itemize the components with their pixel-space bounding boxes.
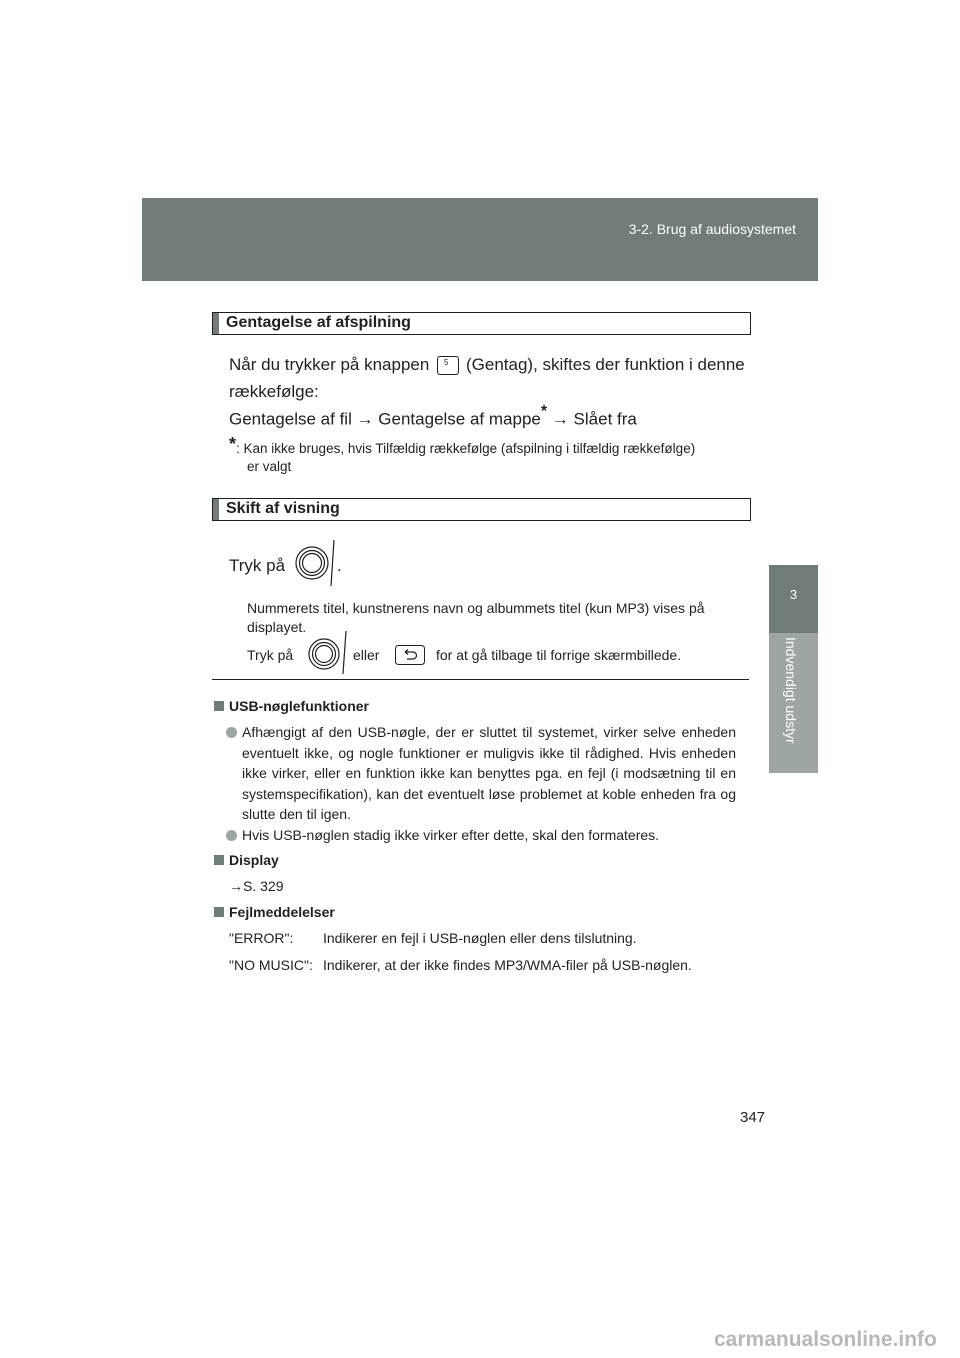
chapter-label: Indvendigt udstyr — [783, 637, 799, 744]
display-instruction-start: Tryk på — [229, 556, 286, 575]
footnote-star: * — [540, 403, 548, 420]
note-display-heading — [214, 852, 279, 868]
repeat-sequence — [229, 405, 637, 430]
back-button-icon — [395, 645, 425, 665]
repeat-button-icon — [437, 356, 459, 375]
square-bullet-icon — [214, 855, 224, 865]
repeat-sequence-a: Gentagelse af fil → Gentagelse af mappe — [229, 409, 541, 429]
repeat-instruction-end: (Gentag), skiftes der funktion i denne — [466, 355, 745, 374]
back-instruction-start: Tryk på — [247, 647, 294, 663]
footnote-line1 — [229, 434, 696, 458]
tune-knob-icon — [294, 538, 336, 586]
section-heading-display — [212, 498, 751, 521]
note-display-title: Display — [229, 852, 279, 868]
square-bullet-icon — [214, 701, 224, 711]
chapter-tab-number — [769, 565, 818, 633]
note-error-heading — [214, 904, 335, 920]
section-heading-repeat — [212, 312, 751, 335]
note-usb-bullet1: Afhængigt af den USB-nøgle, der er sluttet til systemet, virker selve enheden eventuelt ikke, og nogle funktioner er muligvis ikke til rådighed. Hvis enheden ikke virker, eller en funktion ikke kan benyttes pga. en fejl (i modsætning til en systemspecifikation), kan det eventuelt løse problemet at koble enheden fra og slutte den til igen. — [242, 724, 736, 822]
section-title: Skift af visning — [226, 500, 340, 517]
error-text-1: Indikerer en fejl i USB-nøglen eller dens tilslutning. — [323, 930, 637, 946]
section-title: Gentagelse af afspilning — [226, 314, 411, 331]
tune-knob-icon — [308, 630, 348, 674]
display-info-line2: displayet. — [247, 619, 307, 635]
page-number: 347 — [740, 1109, 766, 1126]
round-bullet-icon — [226, 727, 237, 738]
error-code-1: "ERROR": — [229, 930, 294, 946]
repeat-instruction-start: Når du trykker på knappen — [229, 355, 430, 374]
heading-accent-bar — [213, 313, 219, 334]
round-bullet-icon — [226, 830, 237, 841]
note-usb-heading — [214, 698, 369, 714]
back-instruction-end: for at gå tilbage til forrige skærmbillede. — [436, 647, 682, 663]
note-usb-title: USB-nøglefunktioner — [229, 698, 369, 714]
error-text-2: Indikerer, at der ikke findes MP3/WMA-filer på USB-nøglen. — [323, 957, 692, 973]
note-error-title: Fejlmeddelelser — [229, 904, 335, 920]
footnote-line2: er valgt — [247, 459, 292, 474]
repeat-sequence-b: → Slået fra — [547, 409, 637, 429]
section-divider — [212, 679, 749, 680]
note-usb-bullet2: Hvis USB-nøglen stadig ikke virker efter dette, skal den formateres. — [242, 827, 660, 843]
display-page-reference: →S. 329 — [229, 878, 284, 894]
footnote-text: : Kan ikke bruges, hvis Tilfældig rækkefølge (afspilning i tilfældig rækkefølge) — [236, 441, 696, 456]
section-breadcrumb: 3-2. Brug af audiosystemet — [628, 221, 796, 237]
repeat-button-number: 5 — [444, 358, 449, 367]
display-instruction-end: . — [337, 556, 342, 575]
display-info-line1: Nummerets titel, kunstnerens navn og albummets titel (kun MP3) vises på — [247, 600, 705, 616]
repeat-instruction-line2: rækkefølge: — [229, 382, 319, 401]
footnote-marker: * — [229, 434, 237, 454]
chapter-tab-label — [769, 633, 818, 773]
watermark: carmanualsonline.info — [714, 1328, 937, 1351]
heading-accent-bar — [213, 499, 219, 520]
header-band — [142, 198, 818, 281]
error-code-2: "NO MUSIC": — [229, 957, 313, 973]
back-instruction-or: eller — [353, 647, 380, 663]
chapter-number: 3 — [789, 587, 798, 602]
square-bullet-icon — [214, 907, 224, 917]
